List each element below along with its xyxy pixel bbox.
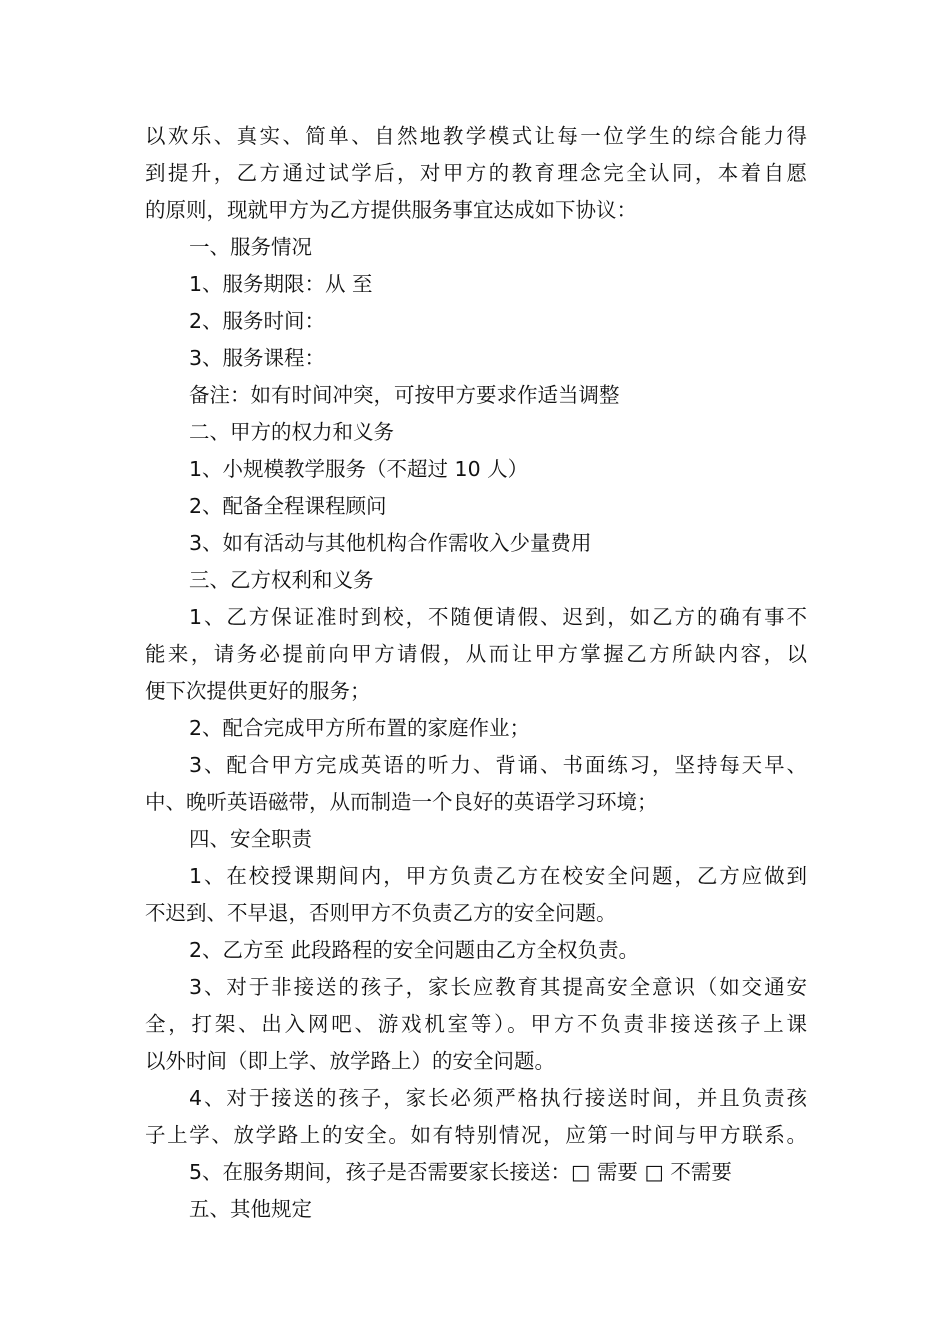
text-line: 3、服务课程： — [189, 346, 326, 370]
document-body — [145, 118, 807, 1228]
text-line: 1、小规模教学服务（不超过 10 人） — [189, 457, 529, 481]
text-line: 到提升，乙方通过试学后，对甲方的教育理念完全认同，本着自愿 — [145, 161, 807, 185]
text-line: 三、乙方权利和义务 — [189, 568, 374, 592]
text-line: 四、安全职责 — [189, 827, 312, 851]
text-line: 备注：如有时间冲突，可按甲方要求作适当调整 — [189, 383, 620, 407]
text-line: 不迟到、不早退，否则甲方不负责乙方的安全问题。 — [145, 901, 617, 925]
text-line: 2、服务时间： — [189, 309, 326, 333]
text-line: 2、配备全程课程顾问 — [189, 494, 387, 518]
text-line: 2、乙方至 此段路程的安全问题由乙方全权负责。 — [189, 938, 640, 962]
text-line: 能来，请务必提前向甲方请假，从而让甲方掌握乙方所缺内容，以 — [145, 642, 807, 666]
text-line: 子上学、放学路上的安全。如有特别情况，应第一时间与甲方联系。 — [145, 1123, 807, 1147]
text-line: 一、服务情况 — [189, 235, 312, 259]
text-line: 以欢乐、真实、简单、自然地教学模式让每一位学生的综合能力得 — [145, 124, 807, 148]
text-line: 5、在服务期间，孩子是否需要家长接送：□ 需要 □ 不需要 — [189, 1160, 732, 1184]
text-line: 便下次提供更好的服务； — [145, 679, 371, 703]
text-line: 3、对于非接送的孩子，家长应教育其提高安全意识（如交通安 — [189, 975, 807, 999]
text-line: 的原则，现就甲方为乙方提供服务事宜达成如下协议： — [145, 198, 637, 222]
text-line: 1、乙方保证准时到校，不随便请假、迟到，如乙方的确有事不 — [189, 605, 807, 629]
text-line: 五、其他规定 — [189, 1197, 312, 1221]
text-line: 以外时间（即上学、放学路上）的安全问题。 — [145, 1049, 555, 1073]
text-line: 1、在校授课期间内，甲方负责乙方在校安全问题，乙方应做到 — [189, 864, 807, 888]
text-line: 1、服务期限：从 至 — [189, 272, 373, 296]
text-line: 3、如有活动与其他机构合作需收入少量费用 — [189, 531, 592, 555]
text-line: 全，打架、出入网吧、游戏机室等）。甲方不负责非接送孩子上课 — [145, 1012, 807, 1036]
text-line: 4、对于接送的孩子，家长必须严格执行接送时间，并且负责孩 — [189, 1086, 807, 1110]
text-line: 中、晚听英语磁带，从而制造一个良好的英语学习环境； — [145, 790, 658, 814]
text-line: 2、配合完成甲方所布置的家庭作业； — [189, 716, 531, 740]
text-line: 3、配合甲方完成英语的听力、背诵、书面练习，坚持每天早、 — [189, 753, 807, 777]
text-line: 二、甲方的权力和义务 — [189, 420, 394, 444]
